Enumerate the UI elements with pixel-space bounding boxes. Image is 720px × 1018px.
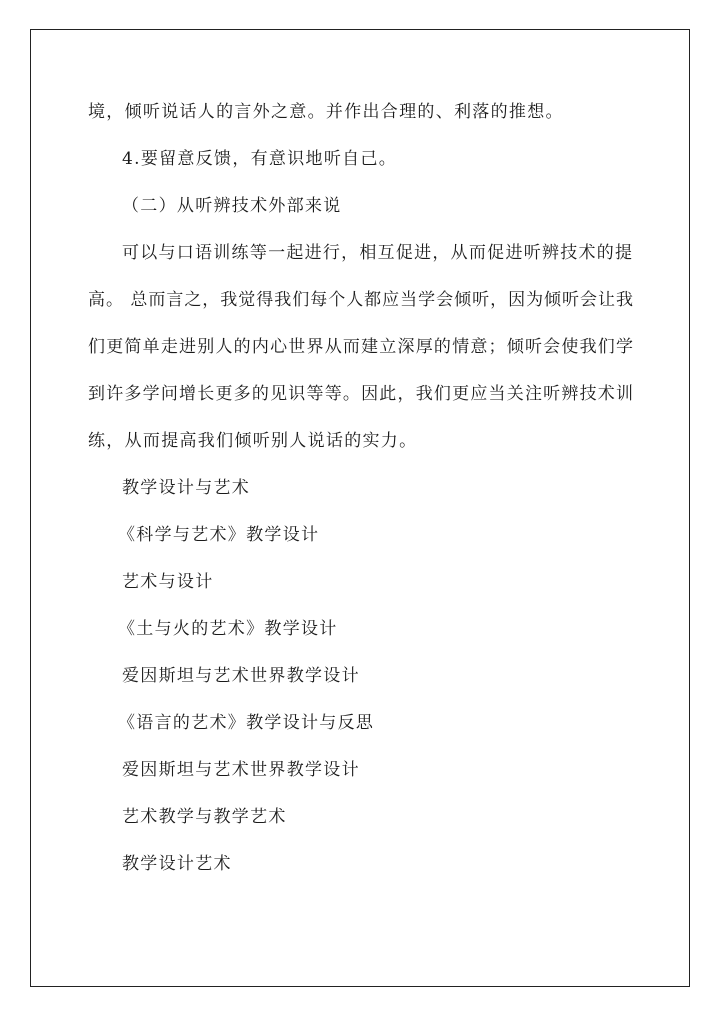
related-title: 《土与火的艺术》教学设计: [118, 619, 338, 639]
related-title: 《科学与艺术》教学设计: [118, 525, 320, 545]
related-title: 爱因斯坦与艺术世界教学设计: [122, 760, 360, 780]
paragraph-line: 高。 总而言之，我觉得我们每个人都应当学会倾听，因为倾听会让我: [88, 290, 633, 310]
related-title: 艺术教学与教学艺术: [122, 807, 287, 827]
paragraph-line: 可以与口语训练等一起进行，相互促进，从而促进听辨技术的提: [122, 243, 632, 263]
related-title: 教学设计艺术: [122, 854, 232, 874]
page-border: [30, 29, 690, 987]
related-title: 爱因斯坦与艺术世界教学设计: [122, 666, 360, 686]
list-item-4: 4.要留意反馈，有意识地听自己。: [122, 149, 398, 169]
paragraph-line: 到许多学问增长更多的见识等等。因此，我们更应当关注听辨技术训: [88, 384, 633, 404]
paragraph-continuation: 境，倾听说话人的言外之意。并作出合理的、利落的推想。: [88, 102, 564, 122]
paragraph-line: 练，从而提高我们倾听别人说话的实力。: [88, 431, 418, 451]
section-heading: （二）从听辨技术外部来说: [122, 196, 342, 216]
related-title: 《语言的艺术》教学设计与反思: [118, 713, 375, 733]
related-title: 艺术与设计: [122, 572, 214, 592]
related-title: 教学设计与艺术: [122, 478, 251, 498]
paragraph-line: 们更简单走进别人的内心世界从而建立深厚的情意；倾听会使我们学: [88, 337, 633, 357]
